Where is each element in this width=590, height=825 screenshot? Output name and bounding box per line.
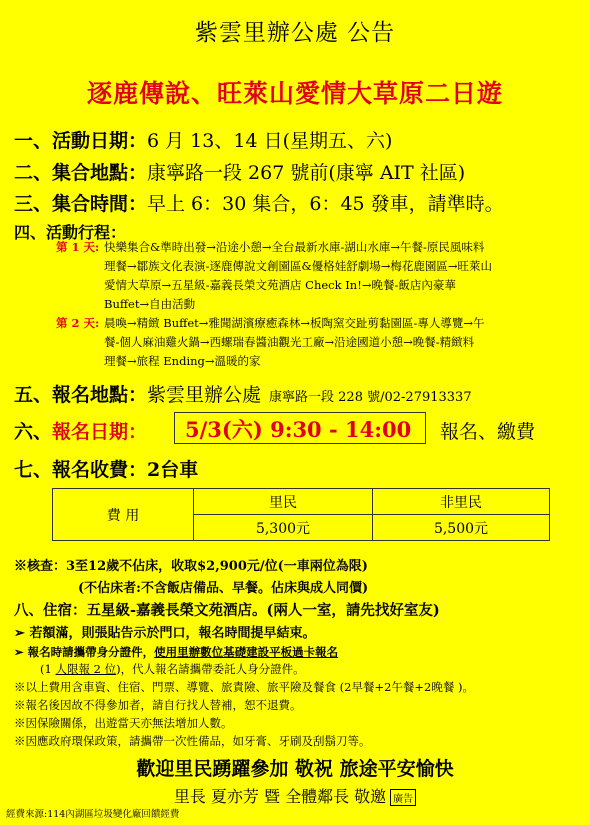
eco-note: ※因應政府環保政策，請攜帶一次性備品，如牙膏、牙刷及刮鬍刀等。 xyxy=(14,734,371,748)
fee-heading: 七、報名收費：2台車 xyxy=(14,459,199,481)
signers-line xyxy=(0,784,590,807)
cost-note: ※以上費用含車資、住宿、門票、導覽、旅責險、旅平險及餐食 (2早餐+2午餐+2晚餐 )。 xyxy=(14,680,475,694)
registration-date-value: 5/3(六) 9:30 - 14:00 xyxy=(185,417,412,442)
fee-table-header xyxy=(53,489,550,515)
id-note-highlight: 使用里辦數位基礎建設平板過卡報名 xyxy=(154,645,339,659)
day2-line: 晨喚→精緻 Buffet→雅聞湖濱療癒森林→板陶窯交趾剪黏園區-專人導覽→午 xyxy=(104,316,485,330)
ad-stamp: 廣告 xyxy=(390,789,416,806)
id-limit-highlight: 人限報 2 位 xyxy=(55,662,117,676)
welcome-message: 歡迎里民踴躍參加 敬祝 旅途平安愉快 xyxy=(136,758,454,780)
meeting-time-value: 早上 6：30 集合，6：45 發車，請準時。 xyxy=(147,193,504,215)
nonresident-header: 非里民 xyxy=(373,489,550,515)
child-fee-note: ※核查：3至12歲不佔床，收取$2,900元/位(一車兩位為限) xyxy=(14,559,368,574)
registration-date-prefix: 六、 xyxy=(14,421,53,443)
funding-source: 經費來源:114內湖區垃圾變化廠回饋經費 xyxy=(6,809,180,820)
activity-date-value: 6 月 13、14 日(星期五、六) xyxy=(147,130,393,152)
full-notice xyxy=(14,622,315,641)
registration-place xyxy=(14,380,472,407)
meeting-place-value: 康寧路一段 267 號前(康寧 AIT 社區) xyxy=(147,162,466,184)
arrow-bullet-icon: ➢ xyxy=(14,645,24,659)
day1-label: 第 1 天: xyxy=(56,240,100,254)
activity-date xyxy=(14,126,392,153)
fee-table xyxy=(52,488,550,541)
arrow-bullet-icon: ➢ xyxy=(14,626,25,641)
lodging-note: 八、住宿：五星級-嘉義長榮文苑酒店。(兩人一室，請先找好室友) xyxy=(14,602,440,619)
notice-title: 紫雲里辦公處 公告 xyxy=(194,20,396,46)
meeting-place-label: 二、集合地點： xyxy=(14,162,148,184)
day2-line: 餐-個人麻油雞火鍋→西螺瑞春醬油觀光工廠→沿途國道小憩→晚餐-精緻料 xyxy=(104,335,475,349)
registration-date-label: 報名日期： xyxy=(52,421,148,443)
child-fee-note-detail: (不佔床者:不含飯店備品、早餐。佔床與成人同價) xyxy=(78,581,369,596)
nonresident-price: 5,500元 xyxy=(373,515,550,541)
activity-date-label: 一、活動日期： xyxy=(14,130,148,152)
day1-line: 愛情大草原→五星級-嘉義長榮文苑酒店 Check In!→晚餐-飯店內豪華 xyxy=(104,278,456,292)
registration-office: 紫雲里辦公處 xyxy=(147,384,262,406)
registration-place-label: 五、報名地點： xyxy=(14,384,148,406)
id-limit-a: (1 xyxy=(40,662,56,676)
id-limit-note xyxy=(40,661,305,677)
registration-date-suffix: 報名、繳費 xyxy=(440,421,536,443)
insurance-note: ※因保險關係，出遊當天亦無法增加人數。 xyxy=(14,716,233,730)
day1-line: 快樂集合&準時出發→沿途小憩→全台最新水庫-湖山水庫→午餐-原民風味料 xyxy=(104,240,485,254)
full-notice-text: 若額滿，則張貼告示於門口，報名時間提早結束。 xyxy=(29,626,316,641)
day1-line: 理餐→鄒族文化表演-逐鹿傳說文創園區&優格娃舒劇場→梅花鹿園區→旺萊山 xyxy=(104,259,493,273)
day2-line: 理餐→旅程 Ending→溫暖的家 xyxy=(104,354,261,368)
id-limit-c: )，代人報名請攜帶委託人身分證件。 xyxy=(116,662,305,676)
itinerary-heading: 四、活動行程： xyxy=(14,223,127,242)
resident-price: 5,300元 xyxy=(194,515,373,541)
registration-date xyxy=(14,417,147,444)
fee-label-cell: 費 用 xyxy=(53,489,194,541)
meeting-time-label: 三、集合時間： xyxy=(14,193,148,215)
registration-address: 康寧路一段 228 號/02-27913337 xyxy=(269,390,472,405)
trip-title: 逐鹿傳說、旺萊山愛情大草原二日遊 xyxy=(86,79,503,108)
day2-label: 第 2 天: xyxy=(56,316,100,330)
signers-text: 里長 夏亦芳 暨 全體鄰長 敬邀 xyxy=(173,787,387,806)
day1-line: Buffet→自由活動 xyxy=(104,297,196,311)
meeting-time xyxy=(14,189,504,216)
meeting-place xyxy=(14,158,465,185)
refund-note: ※報名後因故不得參加者，請自行找人替補，恕不退費。 xyxy=(14,698,302,712)
id-note xyxy=(14,644,338,660)
id-note-text: 報名時請攜帶身分證件， xyxy=(27,645,155,659)
resident-header: 里民 xyxy=(194,489,373,515)
